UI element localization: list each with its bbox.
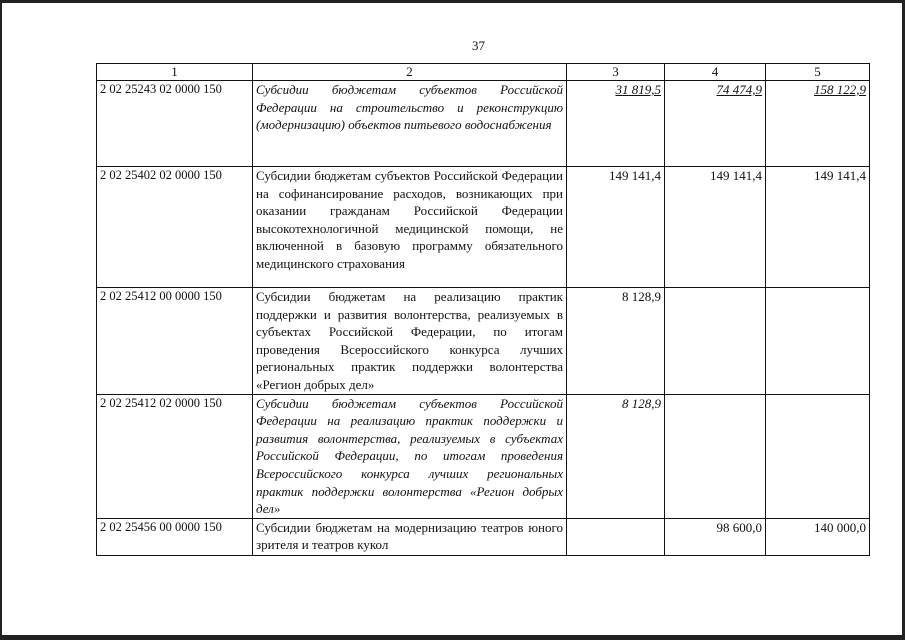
value-cell-col3: 8 128,9: [567, 288, 665, 395]
table-row: [97, 81, 870, 167]
table-row: [97, 518, 870, 555]
budget-code-cell: 2 02 25243 02 0000 150: [97, 81, 253, 167]
value-cell-col5: 140 000,0: [766, 518, 870, 555]
value-cell-col4: 149 141,4: [665, 167, 766, 288]
budget-code-cell: 2 02 25412 00 0000 150: [97, 288, 253, 395]
value-cell-col4: [665, 81, 766, 167]
table-row: [97, 167, 870, 288]
value-text: 158 122,9: [814, 82, 866, 97]
page-frame-bottom: [0, 635, 905, 640]
value-cell-col4: [665, 288, 766, 395]
table-row: [97, 288, 870, 395]
column-header-3: 3: [567, 64, 665, 81]
budget-code-cell: 2 02 25412 02 0000 150: [97, 394, 253, 518]
column-header-4: 4: [665, 64, 766, 81]
table-row: [97, 394, 870, 518]
column-header-2: 2: [253, 64, 567, 81]
value-cell-col3: 8 128,9: [567, 394, 665, 518]
value-cell-col4: [665, 394, 766, 518]
description-cell: Субсидии бюджетам субъектов Российской Федерации на строительство и реконструкцию (модернизацию) объектов питьевого водоснабжения: [253, 81, 567, 167]
value-cell-col4: 98 600,0: [665, 518, 766, 555]
column-header-1: 1: [97, 64, 253, 81]
value-cell-col3: [567, 81, 665, 167]
value-cell-col5: [766, 394, 870, 518]
budget-table: [96, 63, 870, 556]
table-header-row: [97, 64, 870, 81]
budget-code-cell: 2 02 25456 00 0000 150: [97, 518, 253, 555]
description-cell: Субсидии бюджетам субъектов Российской Федерации на реализацию практик поддержки и развития волонтерства, реализуемых в субъектах Российской Федерации, по итогам проведения Всероссийского конкурса лучших региональных практик поддержки волонтерства «Регион добрых дел»: [253, 394, 567, 518]
page-frame-left: [0, 0, 2, 640]
page-frame-top: [0, 0, 905, 3]
value-cell-col5: 149 141,4: [766, 167, 870, 288]
description-cell: Субсидии бюджетам субъектов Российской Федерации на софинансирование расходов, возникающих при оказании гражданам Российской Федерации высокотехнологичной медицинской помощи, не включенной в базовую программу обязательного медицинского страхования: [253, 167, 567, 288]
value-cell-col5: [766, 81, 870, 167]
column-header-5: 5: [766, 64, 870, 81]
value-cell-col3: 149 141,4: [567, 167, 665, 288]
page-number: 37: [472, 38, 485, 53]
budget-code-cell: 2 02 25402 02 0000 150: [97, 167, 253, 288]
value-cell-col3: [567, 518, 665, 555]
value-text: 31 819,5: [615, 82, 661, 97]
description-cell: Субсидии бюджетам на модернизацию театров юного зрителя и театров кукол: [253, 518, 567, 555]
value-cell-col5: [766, 288, 870, 395]
value-text: 74 474,9: [716, 82, 762, 97]
description-cell: Субсидии бюджетам на реализацию практик поддержки и развития волонтерства, реализуемых в субъектах Российской Федерации, по итогам проведения Всероссийского конкурса лучших региональных практик поддержки волонтерства «Регион добрых дел»: [253, 288, 567, 395]
